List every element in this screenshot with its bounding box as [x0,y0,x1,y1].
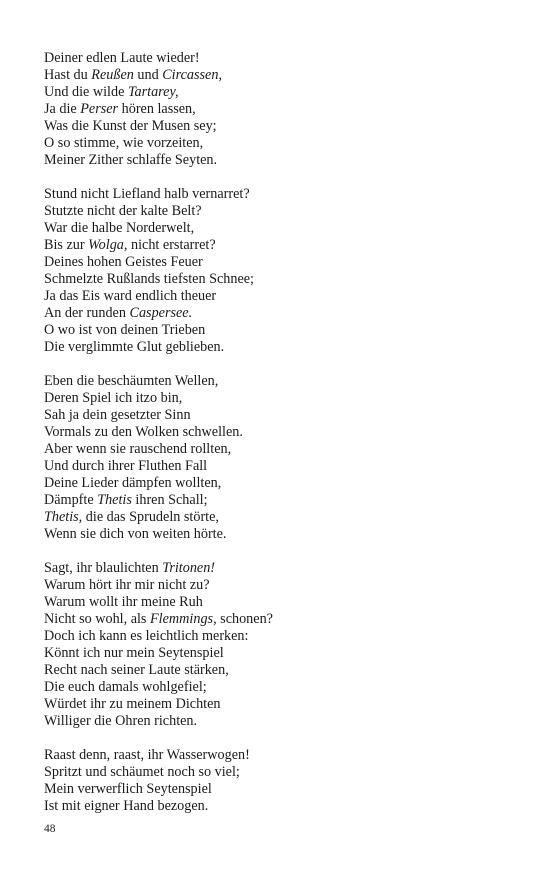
verse-line [44,577,524,594]
italic-word: Tartarey, [127,84,179,100]
verse-text: Stutzte nicht der kalte Belt? [44,203,202,219]
page-number: 48 [44,823,56,835]
verse-text: Mein verwerflich Seytenspiel [44,781,212,797]
italic-word: Caspersee. [129,305,193,321]
verse-text: Deren Spiel ich itzo bin, [44,390,183,406]
verse-text: Spritzt und schäumet noch so viel; [44,764,240,780]
italic-word: Circassen, [162,67,222,83]
verse-line [44,764,524,781]
verse-text: Warum hört ihr mir nicht zu? [44,577,210,593]
verse-text: Würdet ihr zu meinem Dichten [44,696,221,712]
verse-text: Stund nicht Liefland halb vernarret? [44,186,250,202]
italic-word: Perser [80,101,119,117]
verse-text: Ist mit eigner Hand bezogen. [44,798,209,814]
verse-line [44,526,524,543]
verse-text: Doch ich kann es leichtlich merken: [44,628,249,644]
verse-text: O so stimme, wie vorzeiten, [44,135,204,151]
verse-text: Und die wilde [44,84,128,100]
verse-text: Deiner edlen Laute wieder! [44,50,200,66]
verse-line [44,135,524,152]
italic-word: Thetis, [44,509,83,525]
verse-line [44,781,524,798]
verse-line [44,594,524,611]
verse-line [44,458,524,475]
verse-text: Könnt ich nur mein Seytenspiel [44,645,224,661]
verse-line [44,186,524,203]
verse-text: Deine Lieder dämpfen wollten, [44,475,222,491]
verse-line [44,237,524,254]
verse-line [44,696,524,713]
verse-text: Vormals zu den Wolken schwellen. [44,424,243,440]
verse-line [44,747,524,764]
verse-line [44,645,524,662]
verse-line [44,441,524,458]
italic-word: Tritonen! [162,560,216,576]
verse-text: Dämpfte [44,492,98,508]
verse-line [44,339,524,356]
verse-line [44,679,524,696]
verse-line [44,84,524,101]
verse-line [44,475,524,492]
verse-line [44,288,524,305]
verse-line [44,611,524,628]
italic-word: Thetis [97,492,132,508]
verse-line [44,424,524,441]
verse-line [44,492,524,509]
verse-text: nicht erstarret? [127,237,216,253]
verse-text: Eben die beschäumten Wellen, [44,373,219,389]
verse-text: Die euch damals wohlgefiel; [44,679,207,695]
verse-text: Williger die Ohren richten. [44,713,198,729]
verse-line [44,373,524,390]
verse-text: Die verglimmte Glut geblieben. [44,339,225,355]
verse-text: die das Sprudeln störte, [82,509,219,525]
verse-line [44,305,524,322]
verse-text: Ja das Eis ward endlich theuer [44,288,217,304]
verse-line [44,628,524,645]
italic-word: Reußen [91,67,134,83]
verse-line [44,509,524,526]
italic-word: Wolga, [88,237,128,253]
verse-text: Nicht so wohl, als [44,611,151,627]
verse-text: Meiner Zither schlaffe Seyten. [44,152,218,168]
verse-line [44,152,524,169]
verse-text: Hast du [44,67,92,83]
verse-text: Ja die [44,101,81,117]
verse-text: Sagt, ihr blaulichten [44,560,163,576]
verse-line [44,713,524,730]
stanza [44,50,524,169]
verse-line [44,220,524,237]
verse-line [44,67,524,84]
verse-text: Sah ja dein gesetzter Sinn [44,407,191,423]
verse-line [44,203,524,220]
verse-line [44,407,524,424]
verse-line [44,271,524,288]
verse-text: Und durch ihrer Fluthen Fall [44,458,208,474]
verse-text: War die halbe Norderwelt, [44,220,195,236]
stanza [44,373,524,543]
verse-line [44,322,524,339]
verse-line [44,50,524,67]
stanza [44,560,524,730]
stanza [44,747,524,815]
stanza [44,186,524,356]
verse-text: Bis zur [44,237,89,253]
poem-page [44,50,524,832]
poem-text [44,50,524,815]
verse-line [44,560,524,577]
verse-line [44,662,524,679]
verse-text: Warum wollt ihr meine Ruh [44,594,203,610]
verse-text: schonen? [216,611,273,627]
verse-text: Deines hohen Geistes Feuer [44,254,203,270]
verse-text: hören lassen, [118,101,196,117]
verse-line [44,798,524,815]
verse-text: Was die Kunst der Musen sey; [44,118,217,134]
verse-text: An der runden [44,305,130,321]
verse-text: und [133,67,163,83]
verse-text: O wo ist von deinen Trieben [44,322,206,338]
italic-word: Flemmings, [150,611,217,627]
verse-line [44,118,524,135]
verse-line [44,254,524,271]
verse-text: ihren Schall; [131,492,208,508]
verse-text: Schmelzte Rußlands tiefsten Schnee; [44,271,254,287]
verse-text: Raast denn, raast, ihr Wasserwogen! [44,747,250,763]
verse-text: Aber wenn sie rauschend rollten, [44,441,232,457]
verse-line [44,390,524,407]
verse-text: Recht nach seiner Laute stärken, [44,662,229,678]
verse-line [44,101,524,118]
verse-text: Wenn sie dich von weiten hörte. [44,526,227,542]
